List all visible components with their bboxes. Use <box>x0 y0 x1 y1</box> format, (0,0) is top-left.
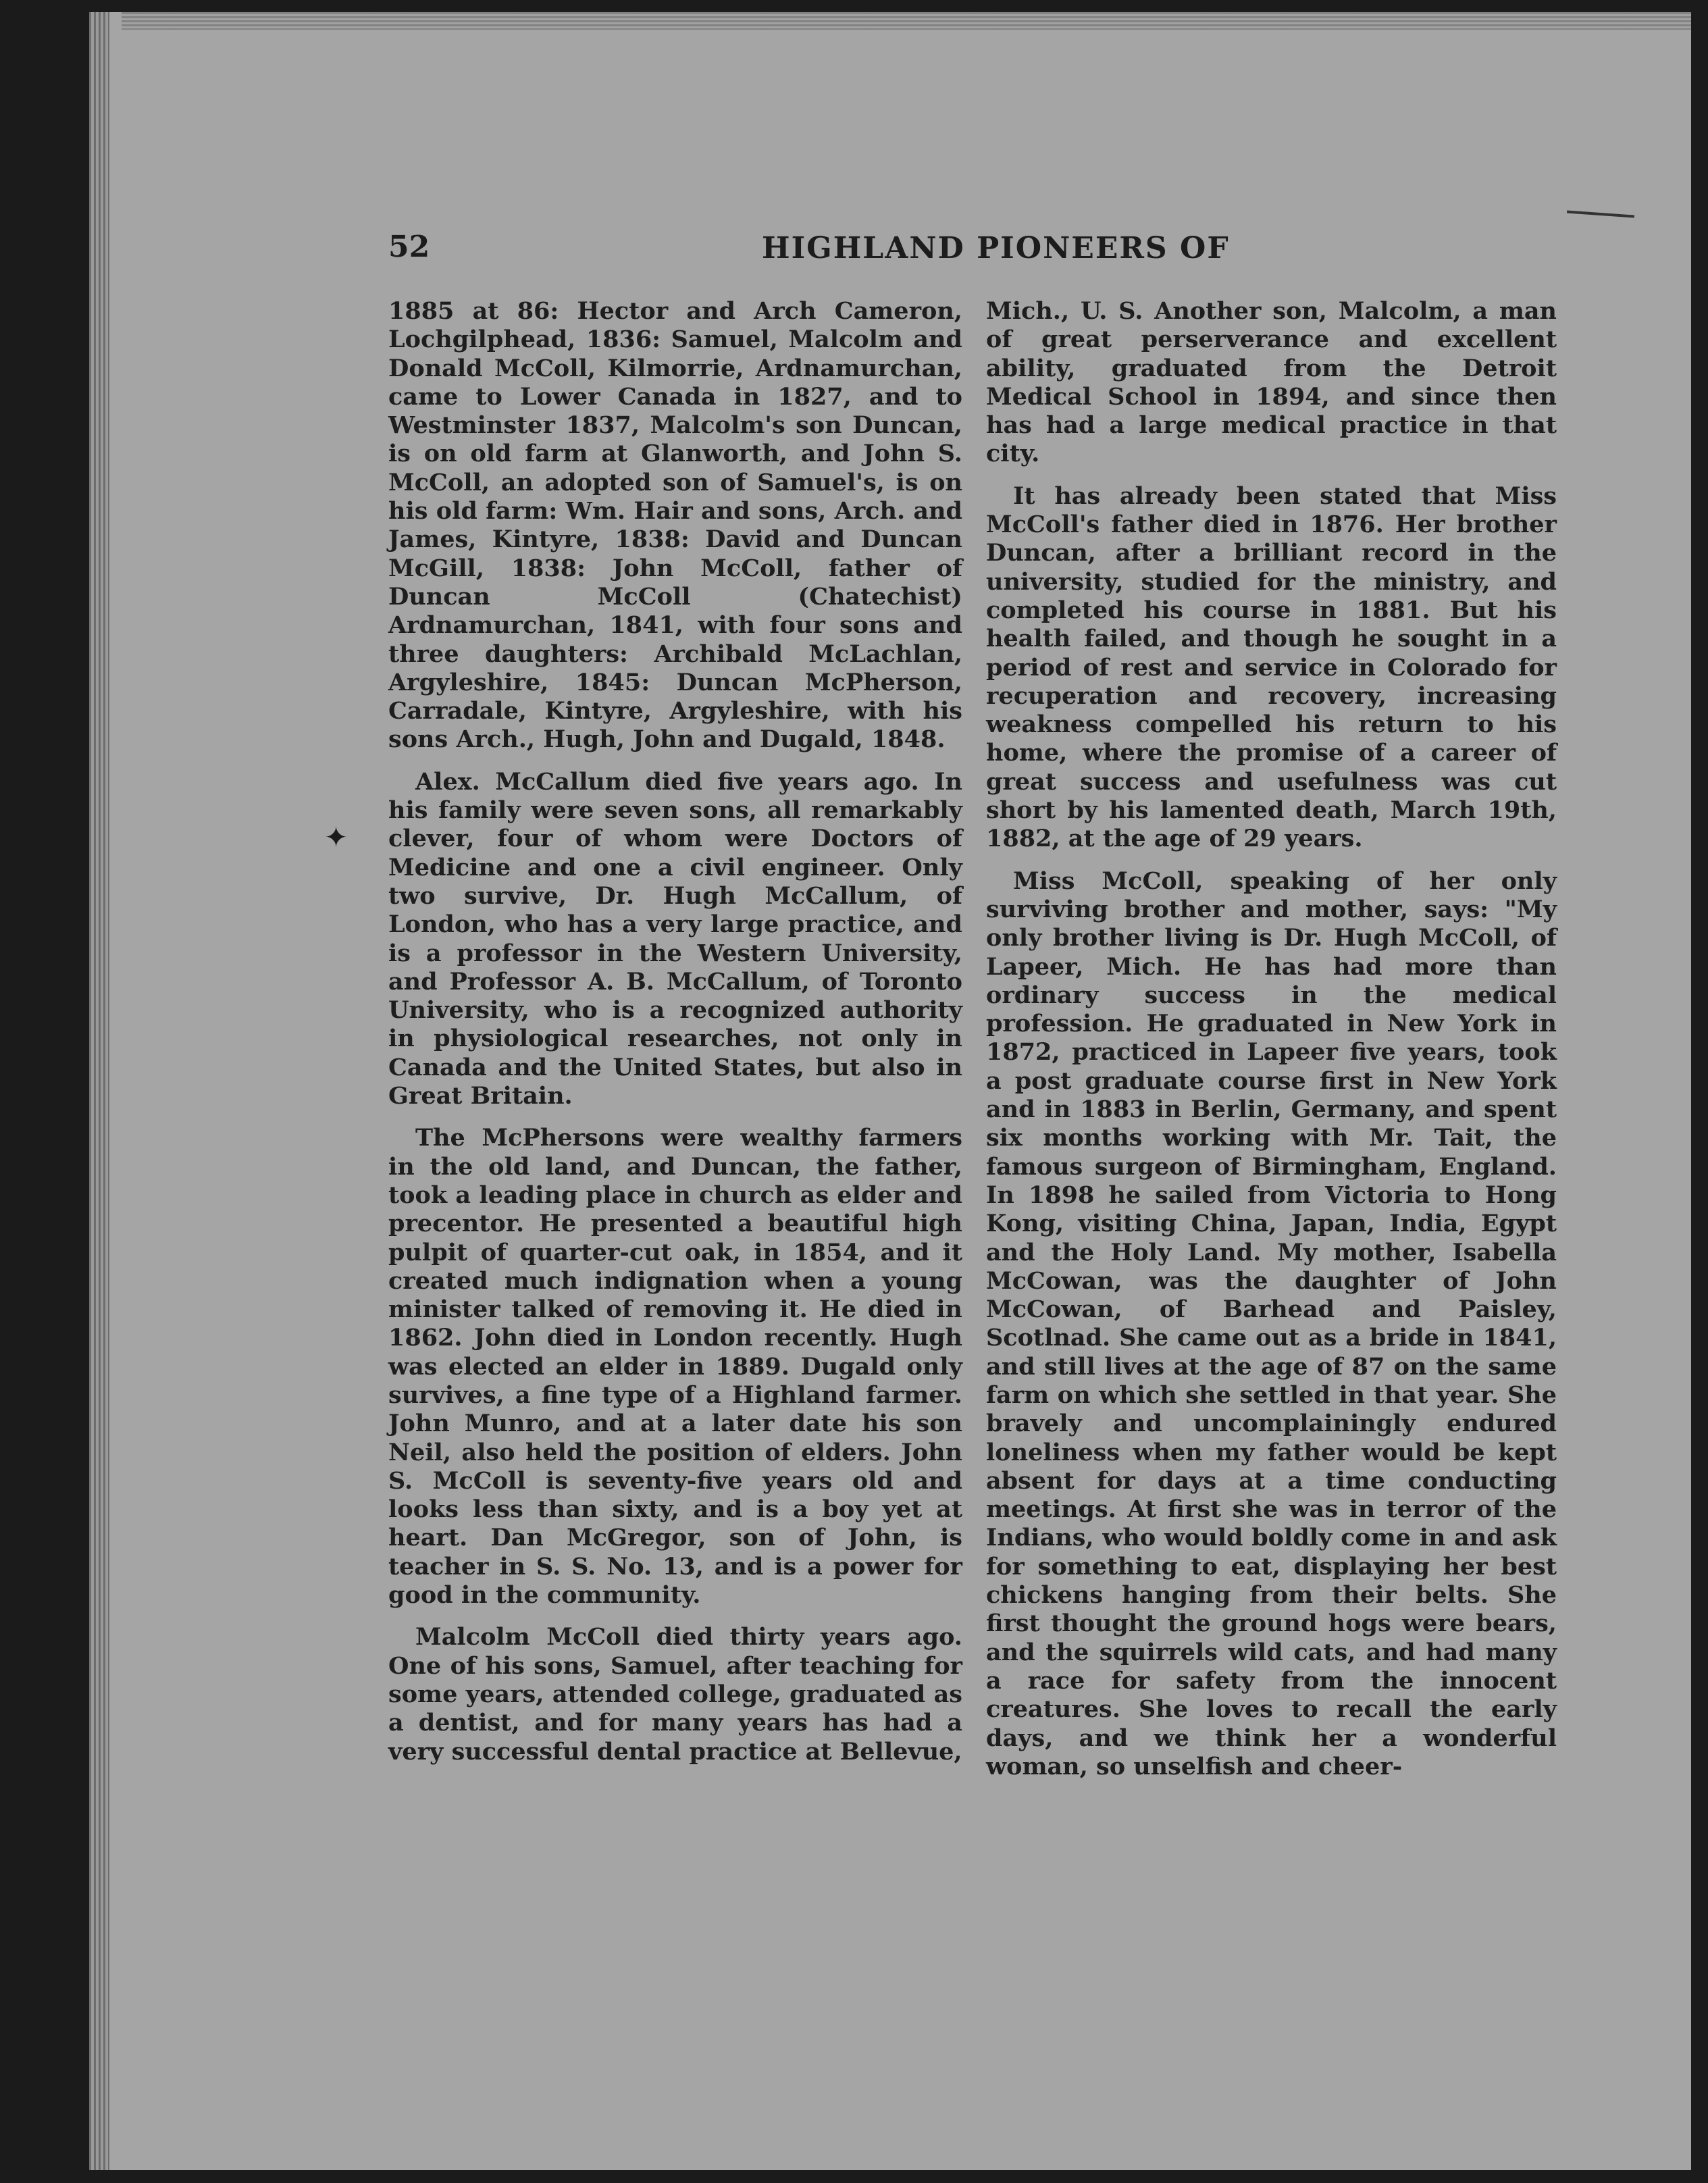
left-column <box>388 297 962 1780</box>
paragraph: Malcolm McColl died thirty years ago. One of his sons, Samuel, after teaching for some years, attended college, graduated as a dentist, and for many years has had a very successful dental practice at Bellevue, <box>388 1623 962 1766</box>
running-head <box>388 230 1570 277</box>
paragraph: Alex. McCallum died five years ago. In his family were seven sons, all remarkably clever, four of whom were Doctors of Medicine and one a civil engineer. Only two survive, Dr. Hugh McCallum, of London, who has a very large practice, and is a professor in the Western University, and Professor A. B. McCallum, of Toronto University, who is a recognized authority in physiological researches, not only in Canada and the United States, but also in Great Britain. <box>388 767 962 1110</box>
page-top-edge <box>122 12 1691 30</box>
paragraph: The McPhersons were wealthy farmers in the old land, and Duncan, the father, took a leading place in church as elder and precentor. He presented a beautiful high pulpit of quarter-cut oak, in 1854, and it created much indignation when a young minister talked of removing it. He died in 1862. John died in London recently. Hugh was elected an elder in 1889. Dugald only survives, a fine type of a Highland farmer. John Munro, and at a later date his son Neil, also held the position of elders. John S. McColl is seventy-five years old and looks less than sixty, and is a boy yet at heart. Dan McGregor, son of John, is teacher in S. S. No. 13, and is a power for good in the community. <box>388 1124 962 1610</box>
running-title: HIGHLAND PIONEERS OF <box>762 231 1230 265</box>
paragraph: Miss McColl, speaking of her only surviving brother and mother, says: "My only brother living is Dr. Hugh McColl, of Lapeer, Mich. He has had more than ordinary success in the medical profession. He graduated in New York in 1872, practiced in Lapeer five years, took a post graduate course first in New York and in 1883 in Berlin, Germany, and spent six months working with Mr. Tait, the famous surgeon of Birmingham, England. In 1898 he sailed from Victoria to Hong Kong, visiting China, Japan, India, Egypt and the Holy Land. My mother, Isabella McCowan, was the daughter of John McCowan, of Barhead and Paisley, Scotlnad. She came out as a bride in 1841, and still lives at the age of 87 on the same farm on which she settled in that year. She bravely and uncomplainingly endured loneliness when my father would be kept absent for days at a time conducting meetings. At first she was in terror of the Indians, who would boldly come in and ask for something to eat, displaying her best chickens hanging from their belts. She first thought the ground hogs were bears, and the squirrels wild cats, and had many a race for safety from the innocent creatures. She loves to recall the early days, and we think her a wonderful woman, so unselfish and cheer- <box>986 867 1557 1780</box>
paragraph: Mich., U. S. Another son, Malcolm, a man of great perserverance and excellent ability, graduated from the Detroit Medical School in 1894, and since then has had a large medical practice in that city. <box>986 297 1557 468</box>
paragraph: It has already been stated that Miss McColl's father died in 1876. Her brother Duncan, after a brilliant record in the university, studied for the ministry, and completed his course in 1881. But his health failed, and though he sought in a period of rest and service in Colorado for recuperation and recovery, increasing weakness compelled his return to his home, where the promise of a career of great success and usefulness was cut short by his lamented death, March 19th, 1882, at the age of 29 years. <box>986 482 1557 853</box>
page-number: 52 <box>388 230 430 264</box>
page-stack-edge <box>89 12 109 2170</box>
paragraph: 1885 at 86: Hector and Arch Cameron, Lochgilphead, 1836: Samuel, Malcolm and Donald McColl, Kilmorrie, Ardnamurchan, came to Lower Canada in 1827, and to Westminster 1837, Malcolm's son Duncan, is on old farm at Glanworth, and John S. McColl, an adopted son of Samuel's, is on his old farm: Wm. Hair and sons, Arch. and James, Kintyre, 1838: David and Duncan McGill, 1838: John McColl, father of Duncan McColl (Chatechist) Ardnamurchan, 1841, with four sons and three daughters: Archibald McLachlan, Argyleshire, 1845: Duncan McPherson, Carradale, Kintyre, Argyleshire, with his sons Arch., Hugh, John and Dugald, 1848. <box>388 297 962 754</box>
right-column <box>986 297 1557 1795</box>
margin-arrow-icon: ✦ <box>324 821 348 854</box>
